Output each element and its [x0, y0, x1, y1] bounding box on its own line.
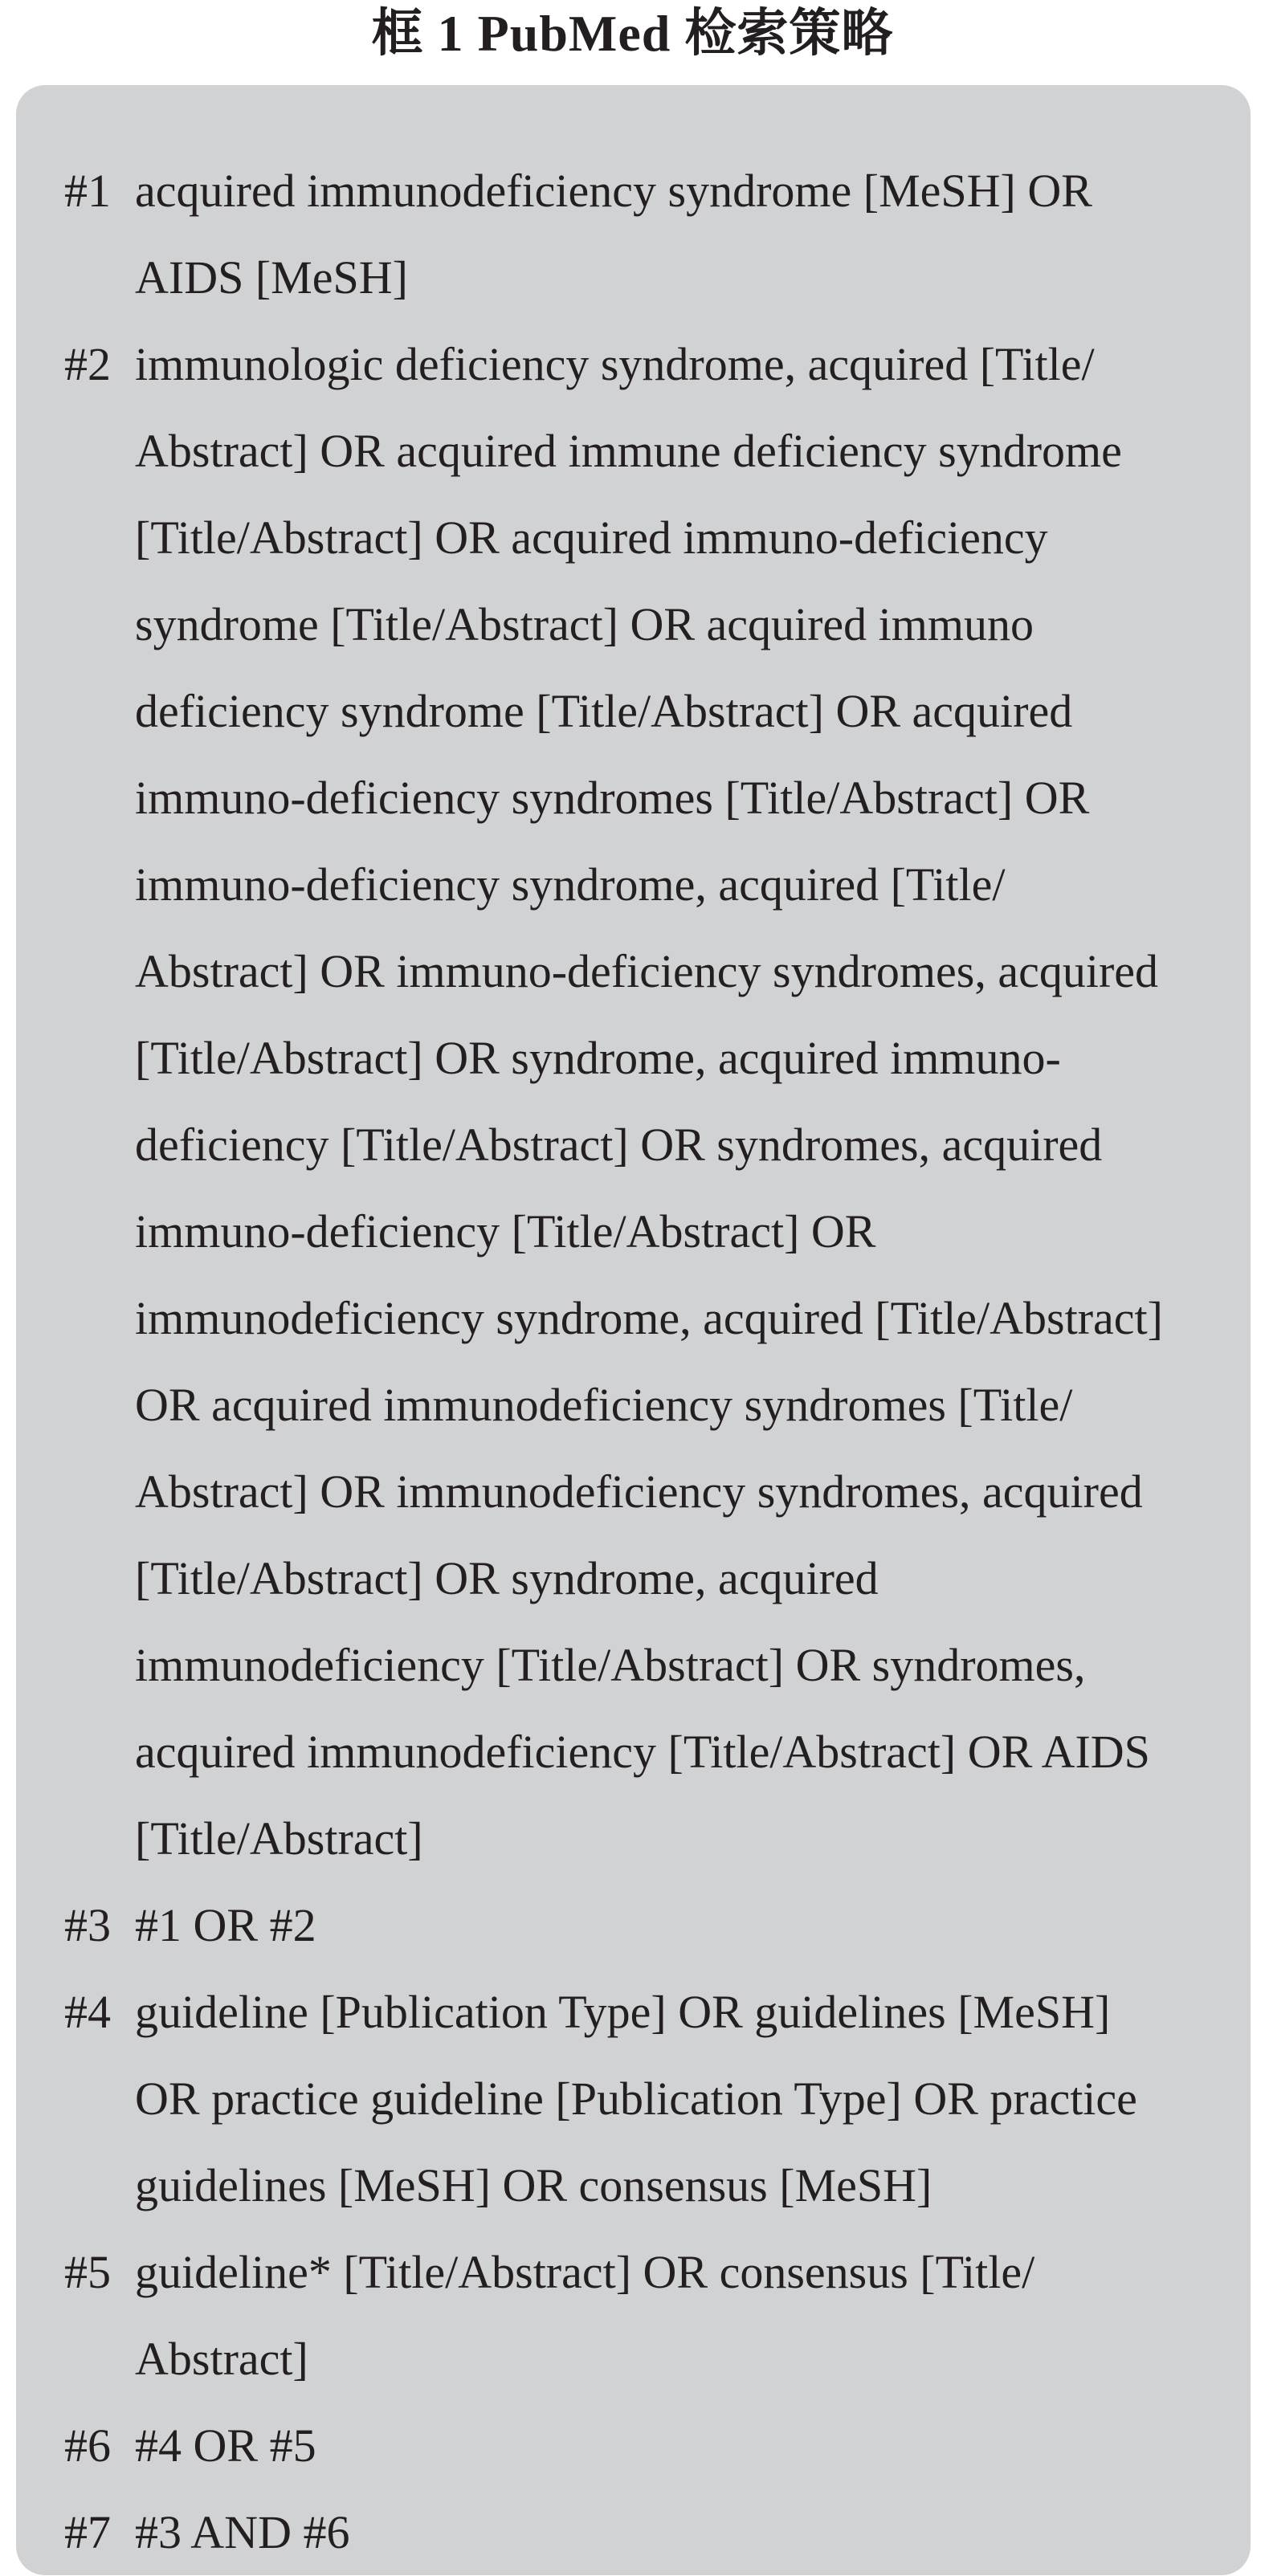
search-step-2	[64, 321, 1221, 1882]
step-query: #1 OR #2	[135, 1899, 316, 1951]
step-number: #3	[64, 1899, 111, 1951]
step-query: guideline* [Title/Abstract] OR consensus [Title/ Abstract]	[135, 2246, 1035, 2385]
search-step-3	[64, 1882, 1221, 1969]
step-query: immunologic deficiency syndrome, acquired [Title/ Abstract] OR acquired immune deficiency syndrome [Title/Abstract] OR acquired immuno-deficiency syndrome [Title/Abstract] OR acquired immuno deficiency syndrome [Title/Abstract] OR acquired immuno-deficiency syndromes [Title/Abstract] OR immuno-deficiency syndrome, acquired [Title/ Abstract] OR immuno-deficiency syndromes, acquired [Title/Abstract] OR syndrome, acquired immuno- deficiency [Title/Abstract] OR syndromes, acquired immuno-deficiency [Title/Abstract] OR immunodeficiency syndrome, acquired [Title/Abstract] OR acquired immunodeficiency syndromes [Title/ Abstract] OR immunodeficiency syndromes, acquired [Title/Abstract] OR syndrome, acquired immunodeficiency [Title/Abstract] OR syndromes, acquired immunodeficiency [Title/Abstract] OR AIDS [Title/Abstract]	[135, 338, 1163, 1865]
step-query: guideline [Publication Type] OR guidelines [MeSH] OR practice guideline [Publication Type] OR practice guidelines [MeSH] OR consensus [MeSH]	[135, 1986, 1137, 2211]
step-query: #4 OR #5	[135, 2419, 316, 2472]
search-step-5	[64, 2229, 1221, 2403]
search-step-6	[64, 2403, 1221, 2489]
search-step-1	[64, 148, 1221, 321]
box-title: 框 1 PubMed 检索策略	[371, 5, 894, 62]
search-strategy-list	[64, 148, 1221, 2576]
step-query: acquired immunodeficiency syndrome [MeSH] OR AIDS [MeSH]	[135, 165, 1092, 304]
step-query: #3 AND #6	[135, 2506, 350, 2558]
step-number: #4	[64, 1986, 111, 2038]
step-number: #6	[64, 2419, 111, 2472]
search-step-7	[64, 2489, 1221, 2576]
search-step-4	[64, 1969, 1221, 2229]
step-number: #5	[64, 2246, 111, 2298]
step-number: #1	[64, 165, 111, 217]
step-number: #7	[64, 2506, 111, 2558]
step-number: #2	[64, 338, 111, 390]
